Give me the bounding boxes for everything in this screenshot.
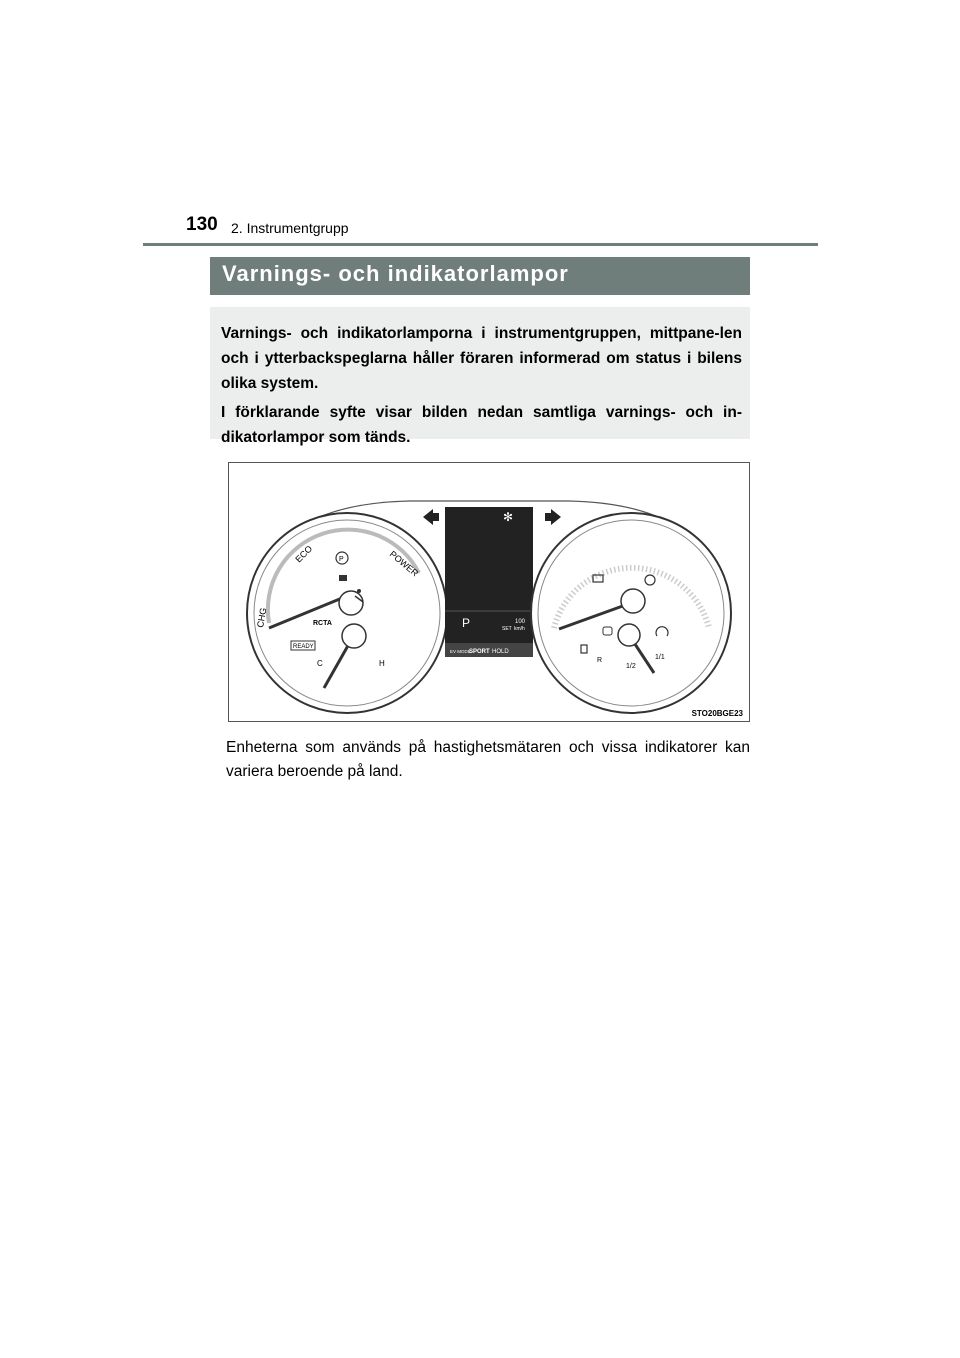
gear-indicator: P [462,616,471,630]
intro-paragraph-2: I förklarande syfte visar bilden nedan samtliga varnings- och in-dikatorlampor som tänds. [221,404,742,446]
eco-label: ECO [293,543,315,565]
turn-left-icon [423,509,439,525]
sport-indicator: SPORT [469,649,490,655]
power-label: POWER [387,548,421,579]
cold-label: C [317,659,323,668]
fuel-half-label: 1/2 [626,663,636,670]
right-gauge [531,513,731,713]
instrument-cluster-illustration [229,463,749,721]
instrument-cluster-figure [228,462,750,722]
hold-indicator: HOLD [492,649,509,655]
ev-mode-indicator: EV MODE [450,649,471,654]
figure-code: STO20BGE23 [691,709,743,718]
rcta-label: RCTA [313,620,332,627]
center-display [445,507,533,657]
section-title: 2. Instrumentgrupp [231,220,349,236]
set-label: SET [502,626,512,632]
svg-text:P: P [339,556,344,563]
body-paragraph: Enheterna som används på hastighetsmätaren och vissa indikatorer kan variera beroende på land. [226,739,750,780]
page-title: Varnings- och indikatorlampor [210,257,750,295]
chg-label: CHG [255,606,269,629]
turn-right-icon [545,509,561,525]
ready-label: READY [293,644,314,650]
header-divider [143,243,818,246]
intro-box [210,307,750,446]
page-number: 130 [186,214,218,235]
set-speed: 100 [515,619,526,625]
speed-unit: km/h [514,626,525,632]
snowflake-icon: ✻ [503,510,514,524]
fuel-empty-label: R [597,657,603,664]
intro-paragraph-1: Varnings- och indikatorlamporna i instrumentgruppen, mittpane-len och i ytterbackspeglarna håller föraren informerad om status i bilens olika system. [221,325,742,392]
headlight-icon [339,575,347,581]
hot-label: H [379,659,385,668]
left-gauge [247,513,447,713]
fuel-full-label: 1/1 [655,654,665,661]
